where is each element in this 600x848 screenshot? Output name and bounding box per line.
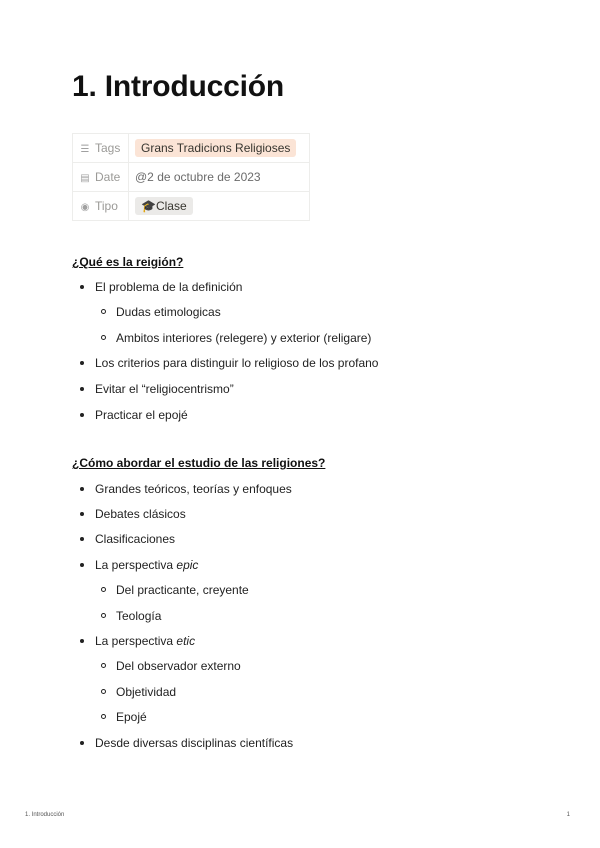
- list-item: [72, 407, 532, 424]
- bullet-ring: [101, 689, 106, 694]
- calendar-icon: ▤: [80, 173, 90, 184]
- list-item: [72, 506, 532, 523]
- bullet-ring: [101, 587, 106, 592]
- property-row-tipo: [73, 192, 310, 221]
- bullet-ring: [101, 309, 106, 314]
- list-item: [72, 304, 532, 321]
- section-what-is-religion: [72, 253, 532, 424]
- list-item-text: Debates clásicos: [95, 507, 186, 521]
- property-value-cell[interactable]: [129, 163, 310, 192]
- property-value-cell[interactable]: [129, 134, 310, 163]
- bullet-ring: [101, 663, 106, 668]
- section-how-to-study: [72, 454, 532, 752]
- list-item: [72, 709, 532, 726]
- list-item: [72, 608, 532, 625]
- footer-page-number: 1: [566, 812, 570, 818]
- list-item-text: Dudas etimologicas: [116, 305, 221, 319]
- page-title: 1. Introducción: [72, 70, 285, 103]
- tag-chip[interactable]: Grans Tradicions Religioses: [135, 139, 296, 157]
- property-row-tags: [73, 134, 310, 163]
- property-name: Date: [95, 170, 121, 184]
- list-item: [72, 355, 532, 372]
- bullet-dot: [80, 285, 84, 289]
- list-item: [72, 633, 532, 650]
- bullet-dot: [80, 639, 84, 643]
- property-name-cell: [73, 134, 129, 163]
- bullet-list: [72, 279, 532, 424]
- list-item-text: Ambitos interiores (relegere) y exterior (religare): [116, 331, 372, 345]
- bullet-dot: [80, 741, 84, 745]
- bullet-dot: [80, 537, 84, 541]
- list-item-text: Teología: [116, 609, 162, 623]
- bullet-dot: [80, 487, 84, 491]
- list-item: [72, 582, 532, 599]
- bullet-dot: [80, 387, 84, 391]
- list-item-text: Clasificaciones: [95, 532, 176, 546]
- list-item: [72, 531, 532, 548]
- list-item-text: Desde diversas disciplinas científicas: [95, 736, 294, 750]
- list-item: [72, 658, 532, 675]
- section-heading: ¿Cómo abordar el estudio de las religiones?: [72, 456, 326, 470]
- list-item-text: La perspectiva: [95, 634, 177, 648]
- bullet-ring: [101, 335, 106, 340]
- list-item: [72, 684, 532, 701]
- list-item-text: Practicar el epojé: [95, 408, 188, 422]
- list-item-emphasis: etic: [176, 634, 196, 648]
- property-name-cell: [73, 192, 129, 221]
- footer-title: 1. Introducción: [25, 812, 65, 818]
- property-row-date: [73, 163, 310, 192]
- properties-table: [72, 133, 310, 221]
- bullet-dot: [80, 361, 84, 365]
- section-heading: ¿Qué es la reigión?: [72, 255, 184, 269]
- list-item-text: Del observador externo: [116, 659, 241, 673]
- list-item: [72, 735, 532, 752]
- list-item-text: Del practicante, creyente: [116, 583, 249, 597]
- bullet-list: [72, 481, 532, 752]
- property-name: Tags: [95, 141, 121, 155]
- list-item-text: Los criterios para distinguir lo religioso de los profano: [95, 356, 379, 370]
- list-item-emphasis: epic: [176, 558, 199, 572]
- list-item-text: Epojé: [116, 710, 147, 724]
- status-icon: ◉: [80, 202, 90, 213]
- list-item: [72, 481, 532, 498]
- list-item: [72, 381, 532, 398]
- list-item-text: La perspectiva: [95, 558, 177, 572]
- bullet-ring: [101, 714, 106, 719]
- list-item-text: El problema de la definición: [95, 280, 243, 294]
- bullet-dot: [80, 563, 84, 567]
- property-value-cell[interactable]: [129, 192, 310, 221]
- property-name-cell: [73, 163, 129, 192]
- list-item-text: Objetividad: [116, 685, 177, 699]
- date-value[interactable]: @2 de octubre de 2023: [135, 170, 261, 184]
- property-name: Tipo: [95, 199, 118, 213]
- list-item-text: Grandes teóricos, teorías y enfoques: [95, 482, 292, 496]
- type-chip[interactable]: 🎓Clase: [135, 197, 193, 215]
- list-item: [72, 557, 532, 574]
- list-item: [72, 330, 532, 347]
- list-icon: ☰: [80, 144, 90, 155]
- bullet-ring: [101, 613, 106, 618]
- list-item: [72, 279, 532, 296]
- list-item-text: Evitar el “religiocentrismo”: [95, 382, 234, 396]
- bullet-dot: [80, 512, 84, 516]
- bullet-dot: [80, 413, 84, 417]
